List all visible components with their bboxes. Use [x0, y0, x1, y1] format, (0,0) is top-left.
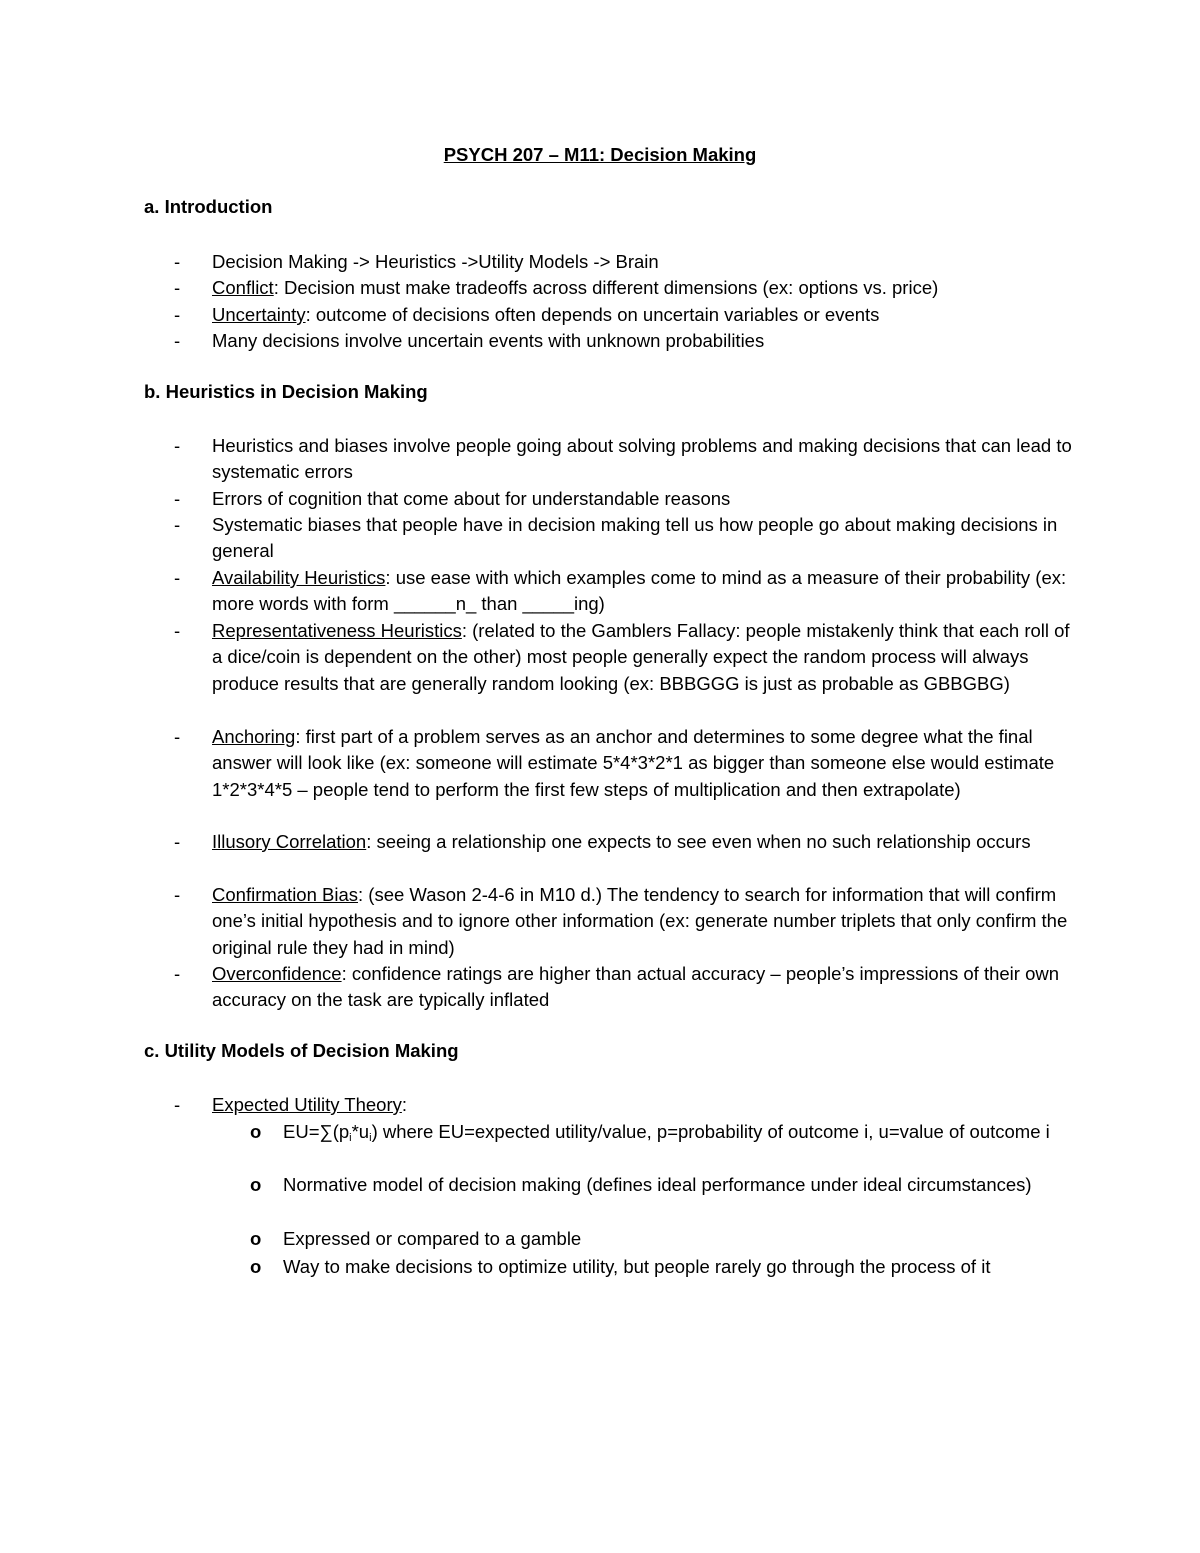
- list-item-text: : (see Wason 2-4-6 in M10 d.) The tendency to search for information that will confirm one’s initial hypothesis and to ignore other information (ex: generate number triplets that only confirm the original rule they had in mind): [212, 884, 1068, 958]
- term-conflict: Conflict: [212, 277, 274, 298]
- term-overconfidence: Overconfidence: [212, 963, 342, 984]
- list-item: [212, 1092, 1072, 1118]
- sub-list-item: Expressed or compared to a gamble: [283, 1228, 582, 1249]
- dash-marker: -: [174, 277, 181, 298]
- section-heading-heuristics: b. Heuristics in Decision Making: [144, 381, 428, 402]
- dash-marker: -: [174, 620, 181, 641]
- dash-marker: -: [174, 488, 181, 509]
- list-item-text: Many decisions involve uncertain events with unknown probabilities: [212, 330, 765, 351]
- term-confirmation-bias: Confirmation Bias: [212, 884, 359, 905]
- list-item-text: : (related to the Gamblers Fallacy: people mistakenly think that each roll of a dice/coin is dependent on the other) most people generally expect the random process will always produce results that are generally random looking (ex: BBBGGG is just as probable as GBBGBG): [212, 620, 1070, 694]
- list-item-text: Decision Making -> Heuristics ->Utility Models -> Brain: [212, 251, 659, 272]
- list-item-text: :: [401, 1094, 408, 1115]
- term-representativeness-heuristics: Representativeness Heuristics: [212, 620, 462, 641]
- dash-marker: -: [174, 567, 181, 588]
- dash-marker: -: [174, 330, 181, 351]
- formula-subscript: i: [369, 1132, 372, 1144]
- dash-marker: -: [174, 1094, 181, 1115]
- list-item: [212, 961, 1072, 1014]
- sub-list-item: [283, 1119, 1073, 1145]
- list-item-text: : outcome of decisions often depends on uncertain variables or events: [305, 304, 880, 325]
- formula-text: *u: [351, 1121, 370, 1142]
- term-uncertainty: Uncertainty: [212, 304, 306, 325]
- term-anchoring: Anchoring: [212, 726, 296, 747]
- dash-marker: -: [174, 435, 181, 456]
- bullet-marker: o: [250, 1256, 262, 1277]
- sub-list-item: Way to make decisions to optimize utility, but people rarely go through the process of it: [283, 1256, 991, 1277]
- list-item: [212, 275, 1072, 301]
- page-title: PSYCH 207 – M11: Decision Making: [443, 144, 757, 165]
- term-expected-utility-theory: Expected Utility Theory: [212, 1094, 402, 1115]
- dash-marker: -: [174, 304, 181, 325]
- list-item: [212, 328, 1072, 354]
- section-heading-utility-models: c. Utility Models of Decision Making: [144, 1040, 459, 1061]
- list-item-text: Systematic biases that people have in decision making tell us how people go about making decisions in general: [212, 514, 1058, 562]
- bullet-marker: o: [250, 1121, 262, 1142]
- term-illusory-correlation: Illusory Correlation: [212, 831, 367, 852]
- list-item-text: : confidence ratings are higher than actual accuracy – people’s impressions of their own accuracy on the task are typically inflated: [212, 963, 1060, 1011]
- list-item: [212, 486, 1072, 512]
- formula-text: EU=∑(p: [283, 1121, 350, 1142]
- dash-marker: -: [174, 514, 181, 535]
- list-item: [212, 724, 1072, 803]
- dash-marker: -: [174, 963, 181, 984]
- sub-list-item: Normative model of decision making (defines ideal performance under ideal circumstances): [283, 1174, 1032, 1195]
- list-item: [212, 618, 1072, 697]
- list-item-text: : use ease with which examples come to mind as a measure of their probability (ex: more words with form ______n_ than _____ing): [212, 567, 1067, 615]
- bullet-marker: o: [250, 1228, 262, 1249]
- formula-subscript: i: [349, 1132, 352, 1144]
- list-item-text: : Decision must make tradeoffs across different dimensions (ex: options vs. price): [273, 277, 939, 298]
- bullet-marker: o: [250, 1174, 262, 1195]
- list-item: [212, 433, 1072, 486]
- formula-text: ) where EU=expected utility/value, p=probability of outcome i, u=value of outcome i: [371, 1121, 1050, 1142]
- term-availability-heuristics: Availability Heuristics: [212, 567, 386, 588]
- list-item: [212, 882, 1072, 961]
- dash-marker: -: [174, 726, 181, 747]
- dash-marker: -: [174, 831, 181, 852]
- list-item: [212, 302, 1072, 328]
- list-item-text: : first part of a problem serves as an anchor and determines to some degree what the final answer will look like (ex: someone will estimate 5*4*3*2*1 as bigger than someone else would estimate 1*2*3*4*5 – people tend to perform the first few steps of multiplication and then extrapolate): [212, 726, 1055, 800]
- section-heading-introduction: a. Introduction: [144, 196, 273, 217]
- list-item: [212, 512, 1072, 565]
- list-item-text: : seeing a relationship one expects to see even when no such relationship occurs: [366, 831, 1031, 852]
- dash-marker: -: [174, 884, 181, 905]
- dash-marker: -: [174, 251, 181, 272]
- list-item: [212, 829, 1072, 855]
- list-item: [212, 565, 1072, 618]
- list-item-text: Heuristics and biases involve people going about solving problems and making decisions that can lead to systematic errors: [212, 435, 1072, 483]
- list-item-text: Errors of cognition that come about for understandable reasons: [212, 488, 731, 509]
- list-item: [212, 249, 1072, 275]
